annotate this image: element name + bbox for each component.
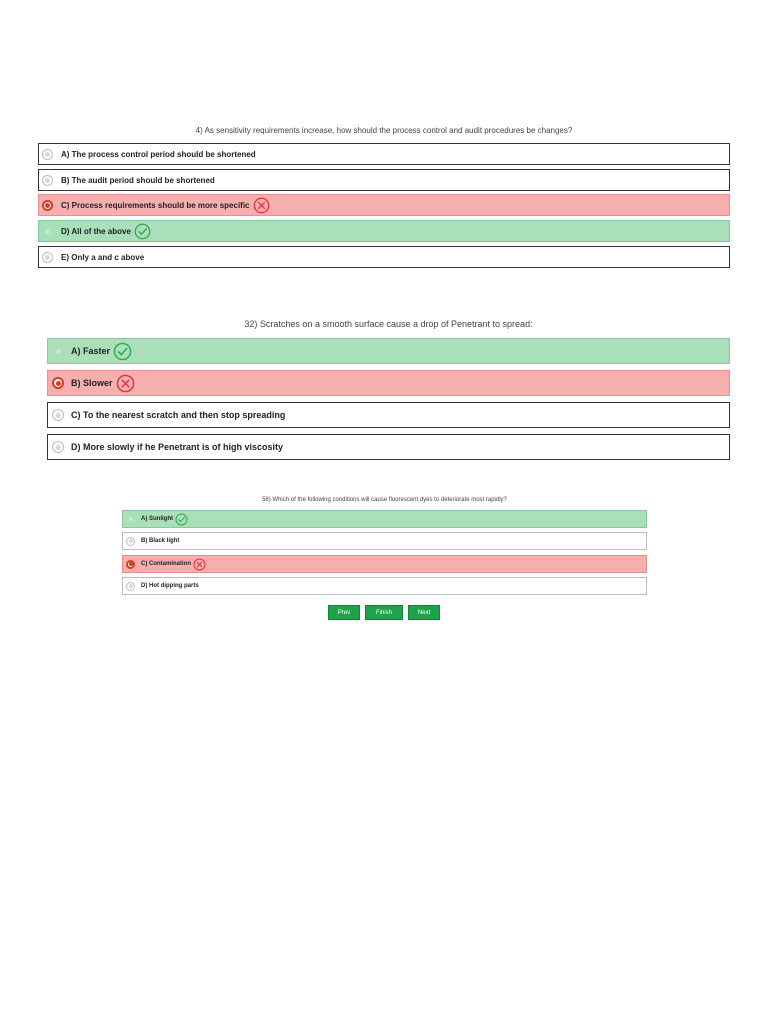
option-label: C) Contamination — [141, 561, 191, 567]
q4-option-a[interactable] — [38, 143, 730, 165]
radio-button[interactable] — [52, 409, 64, 421]
option-label: A) Faster — [71, 346, 111, 356]
radio-button-selected[interactable] — [42, 200, 53, 211]
option-label: B) Slower — [71, 378, 113, 388]
q4-option-c[interactable] — [38, 194, 730, 216]
check-circle-icon — [113, 342, 132, 361]
radio-button[interactable] — [42, 175, 53, 186]
next-button[interactable]: Next — [408, 605, 440, 620]
q58-option-a[interactable] — [122, 510, 647, 528]
radio-button-selected[interactable] — [52, 377, 64, 389]
q58-option-d[interactable] — [122, 577, 647, 595]
option-label: B) The audit period should be shortened — [61, 175, 215, 185]
question-58-text: 58) Which of the following conditions will cause fluorescent dyes to deteriorate most rapidly? — [262, 497, 507, 503]
radio-button[interactable] — [126, 537, 135, 546]
q32-option-c[interactable] — [47, 402, 730, 428]
radio-button[interactable] — [42, 252, 53, 263]
question-4-text: 4) As sensitivity requirements increase, how should the process control and audit procedures be changes? — [195, 126, 573, 135]
prev-button[interactable]: Prev — [328, 605, 360, 620]
q4-option-e[interactable] — [38, 246, 730, 268]
q32-option-b[interactable] — [47, 370, 730, 396]
q4-option-d[interactable] — [38, 220, 730, 242]
radio-button[interactable] — [126, 515, 135, 524]
option-label: D) More slowly if he Penetrant is of high viscosity — [71, 442, 284, 452]
option-label: C) To the nearest scratch and then stop spreading — [71, 410, 286, 420]
q58-option-c[interactable] — [122, 555, 647, 573]
q32-option-d[interactable] — [47, 434, 730, 460]
q32-option-a[interactable] — [47, 338, 730, 364]
option-label: A) Sunlight — [141, 516, 173, 522]
option-label: B) Black light — [141, 538, 180, 544]
option-label: A) The process control period should be shortened — [61, 149, 256, 159]
x-circle-icon — [253, 197, 270, 214]
question-32-text: 32) Scratches on a smooth surface cause a drop of Penetrant to spread: — [244, 319, 533, 329]
option-label: E) Only a and c above — [61, 252, 145, 262]
radio-button[interactable] — [52, 441, 64, 453]
check-circle-icon — [175, 513, 188, 526]
q4-option-b[interactable] — [38, 169, 730, 191]
option-label: C) Process requirements should be more specific — [61, 200, 250, 210]
radio-button[interactable] — [42, 226, 53, 237]
q58-option-b[interactable] — [122, 532, 647, 550]
radio-button[interactable] — [126, 582, 135, 591]
x-circle-icon — [193, 558, 206, 571]
radio-button[interactable] — [52, 345, 64, 357]
check-circle-icon — [134, 223, 151, 240]
option-label: D) Hot dipping parts — [141, 583, 199, 589]
radio-button[interactable] — [42, 149, 53, 160]
finish-button[interactable]: Finish — [365, 605, 403, 620]
x-circle-icon — [116, 374, 135, 393]
radio-button-selected[interactable] — [126, 560, 135, 569]
option-label: D) All of the above — [61, 226, 131, 236]
